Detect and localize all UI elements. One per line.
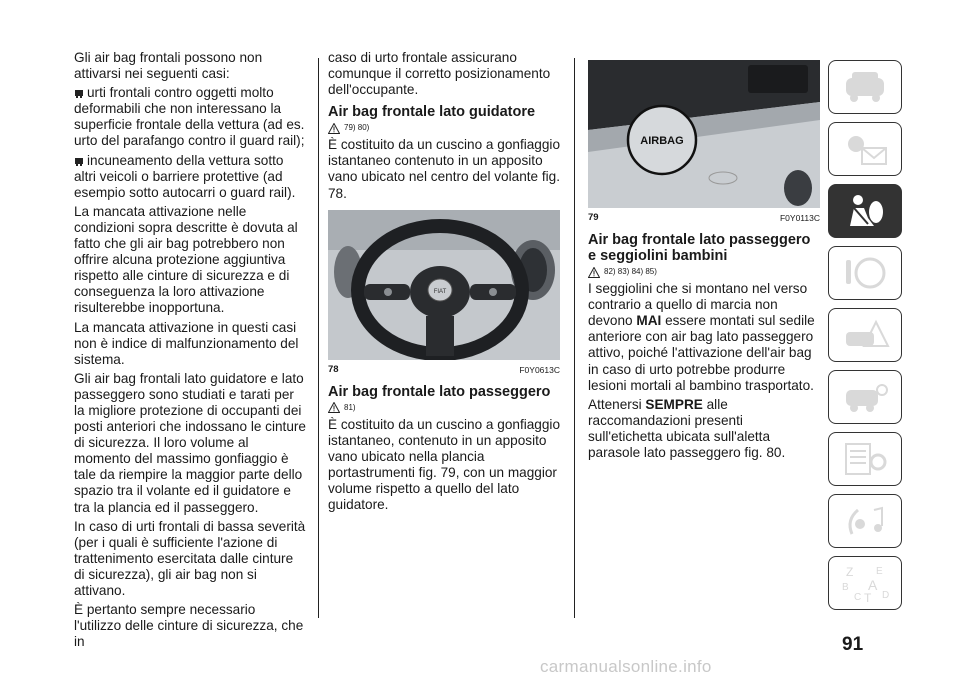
dashboard-airbag-photo: [588, 60, 820, 208]
steering-wheel-photo: [328, 210, 560, 360]
tab-starting-driving[interactable]: [828, 246, 902, 300]
paragraph: Gli air bag frontali lato guidatore e lato passeggero sono studiati e tarati per la migliore protezione di occupanti dei posti anteriori che indossano le cinture di sicurezza. Il loro volume al momento del massimo gonfiaggio è tale da riempire la maggior parte dello spazio tra il volante ed il guidatore e tra la plancia ed il passeggero.: [74, 370, 306, 515]
index-letter: A: [868, 577, 878, 593]
index-icon: [838, 562, 892, 604]
warning-triangle-icon: [328, 402, 340, 413]
tab-car-dashboard[interactable]: [828, 60, 902, 114]
safety-airbag-icon: [838, 190, 892, 232]
dashboard-illustration: [588, 60, 820, 208]
paragraph: È pertanto sempre necessario l'utilizzo delle cinture di sicurezza, che in: [74, 602, 304, 650]
maintenance-icon: [838, 376, 892, 418]
watermark: carmanualsonline.info: [540, 657, 712, 676]
car-dashboard-icon: [838, 66, 892, 108]
index-letter: Z: [846, 565, 854, 579]
bullet-item: incuneamento della vettura sotto altri veicoli o barriere protettive (ad esempio sotto autocarri o guard rail).: [74, 152, 296, 200]
section-heading: Air bag frontale lato passeggero: [328, 383, 551, 400]
tab-emergency[interactable]: [828, 308, 902, 362]
bullet-item: urti frontali contro oggetti molto deformabili che non interessano la superficie frontale della vettura (ad es. urto del parafango contro il guard rail);: [74, 85, 305, 149]
starting-driving-icon: [838, 252, 892, 294]
figure-caption: 78 F0Y0613C: [328, 363, 560, 375]
paragraph: La mancata attivazione in questi casi non è indice di malfunzionamento del sistema.: [74, 319, 299, 367]
index-letter: C: [854, 592, 862, 603]
section-heading: Air bag frontale lato guidatore: [328, 104, 536, 121]
index-letter: D: [882, 590, 890, 601]
chapter-tabs: [828, 60, 902, 618]
warning-reference: 81): [328, 402, 560, 414]
column-divider: [574, 58, 575, 618]
paragraph: caso di urto frontale assicurano comunque il corretto posizionamento dell'occupante.: [328, 50, 551, 98]
section-heading: Air bag frontale lato passeggero e seggiolini bambini: [588, 232, 811, 265]
tab-warning-lights[interactable]: [828, 122, 902, 176]
tab-index[interactable]: [828, 556, 902, 610]
index-letter: T: [864, 591, 872, 604]
paragraph: La mancata attivazione nelle condizioni sopra descritte è dovuta al fatto che gli air bag potrebbero non offrire alcuna protezione aggiuntiva rispetto alle cinture di sicurezza e di conseguenza la loro attivazione risulterebbe inopportuna.: [74, 203, 298, 316]
figure-caption: 79 F0Y0113C: [588, 212, 820, 223]
warning-lights-icon: [838, 128, 892, 170]
warning-triangle-icon: [328, 123, 340, 134]
svg-text:FIAT: FIAT: [433, 288, 447, 295]
emergency-icon: [838, 314, 892, 356]
text-column-3: [588, 208, 820, 464]
paragraph: È costituito da un cuscino a gonfiaggio istantaneo contenuto in un apposito vano ubicato nel centro del volante fig. 78.: [328, 137, 561, 201]
paragraph: I seggiolini che si montano nel verso contrario a quello di marcia non devono MAI essere montati sul sedile anteriore con air bag lato passeggero attivo, poiché l'attivazione dell'air bag in caso di urto potrebbe produrre lesioni mortali al bambino trasportato.: [588, 281, 815, 393]
car-bullet-icon: [75, 86, 83, 95]
car-bullet-icon: [75, 154, 83, 163]
paragraph: In caso di urti frontali di bassa severità (per i quali è sufficiente l'azione di trattenimento esercitata dalle cinture di sicurezza), gli air bag non si attivano.: [74, 518, 306, 598]
warning-reference: 82) 83) 84) 85): [588, 266, 820, 278]
tab-safety[interactable]: [828, 184, 902, 238]
paragraph: Attenersi SEMPRE alle raccomandazioni presenti sull'etichetta ubicata sull'aletta parasole lato passeggero fig. 80.: [588, 396, 786, 461]
index-letter: E: [876, 566, 883, 577]
warning-reference: 79) 80): [328, 122, 560, 134]
tab-multimedia[interactable]: [828, 494, 902, 548]
text-column-2: [328, 50, 560, 516]
column-divider: [318, 58, 319, 618]
paragraph: Gli air bag frontali possono non attivarsi nei seguenti casi:: [74, 50, 263, 82]
steering-wheel-illustration: [328, 210, 560, 360]
technical-data-icon: [838, 438, 892, 480]
paragraph: È costituito da un cuscino a gonfiaggio istantaneo, contenuto in un apposito vano ubicato nella plancia portastrumenti fig. 79, con un maggior volume rispetto a quello del lato guidatore.: [328, 416, 561, 513]
tab-maintenance[interactable]: [828, 370, 902, 424]
warning-triangle-icon: [588, 267, 600, 278]
index-letter: B: [842, 582, 849, 593]
text-column-1: [74, 50, 306, 653]
page-number: 91: [842, 634, 864, 655]
airbag-label: AIRBAG: [640, 135, 684, 147]
multimedia-icon: [838, 500, 892, 542]
tab-technical-data[interactable]: [828, 432, 902, 486]
